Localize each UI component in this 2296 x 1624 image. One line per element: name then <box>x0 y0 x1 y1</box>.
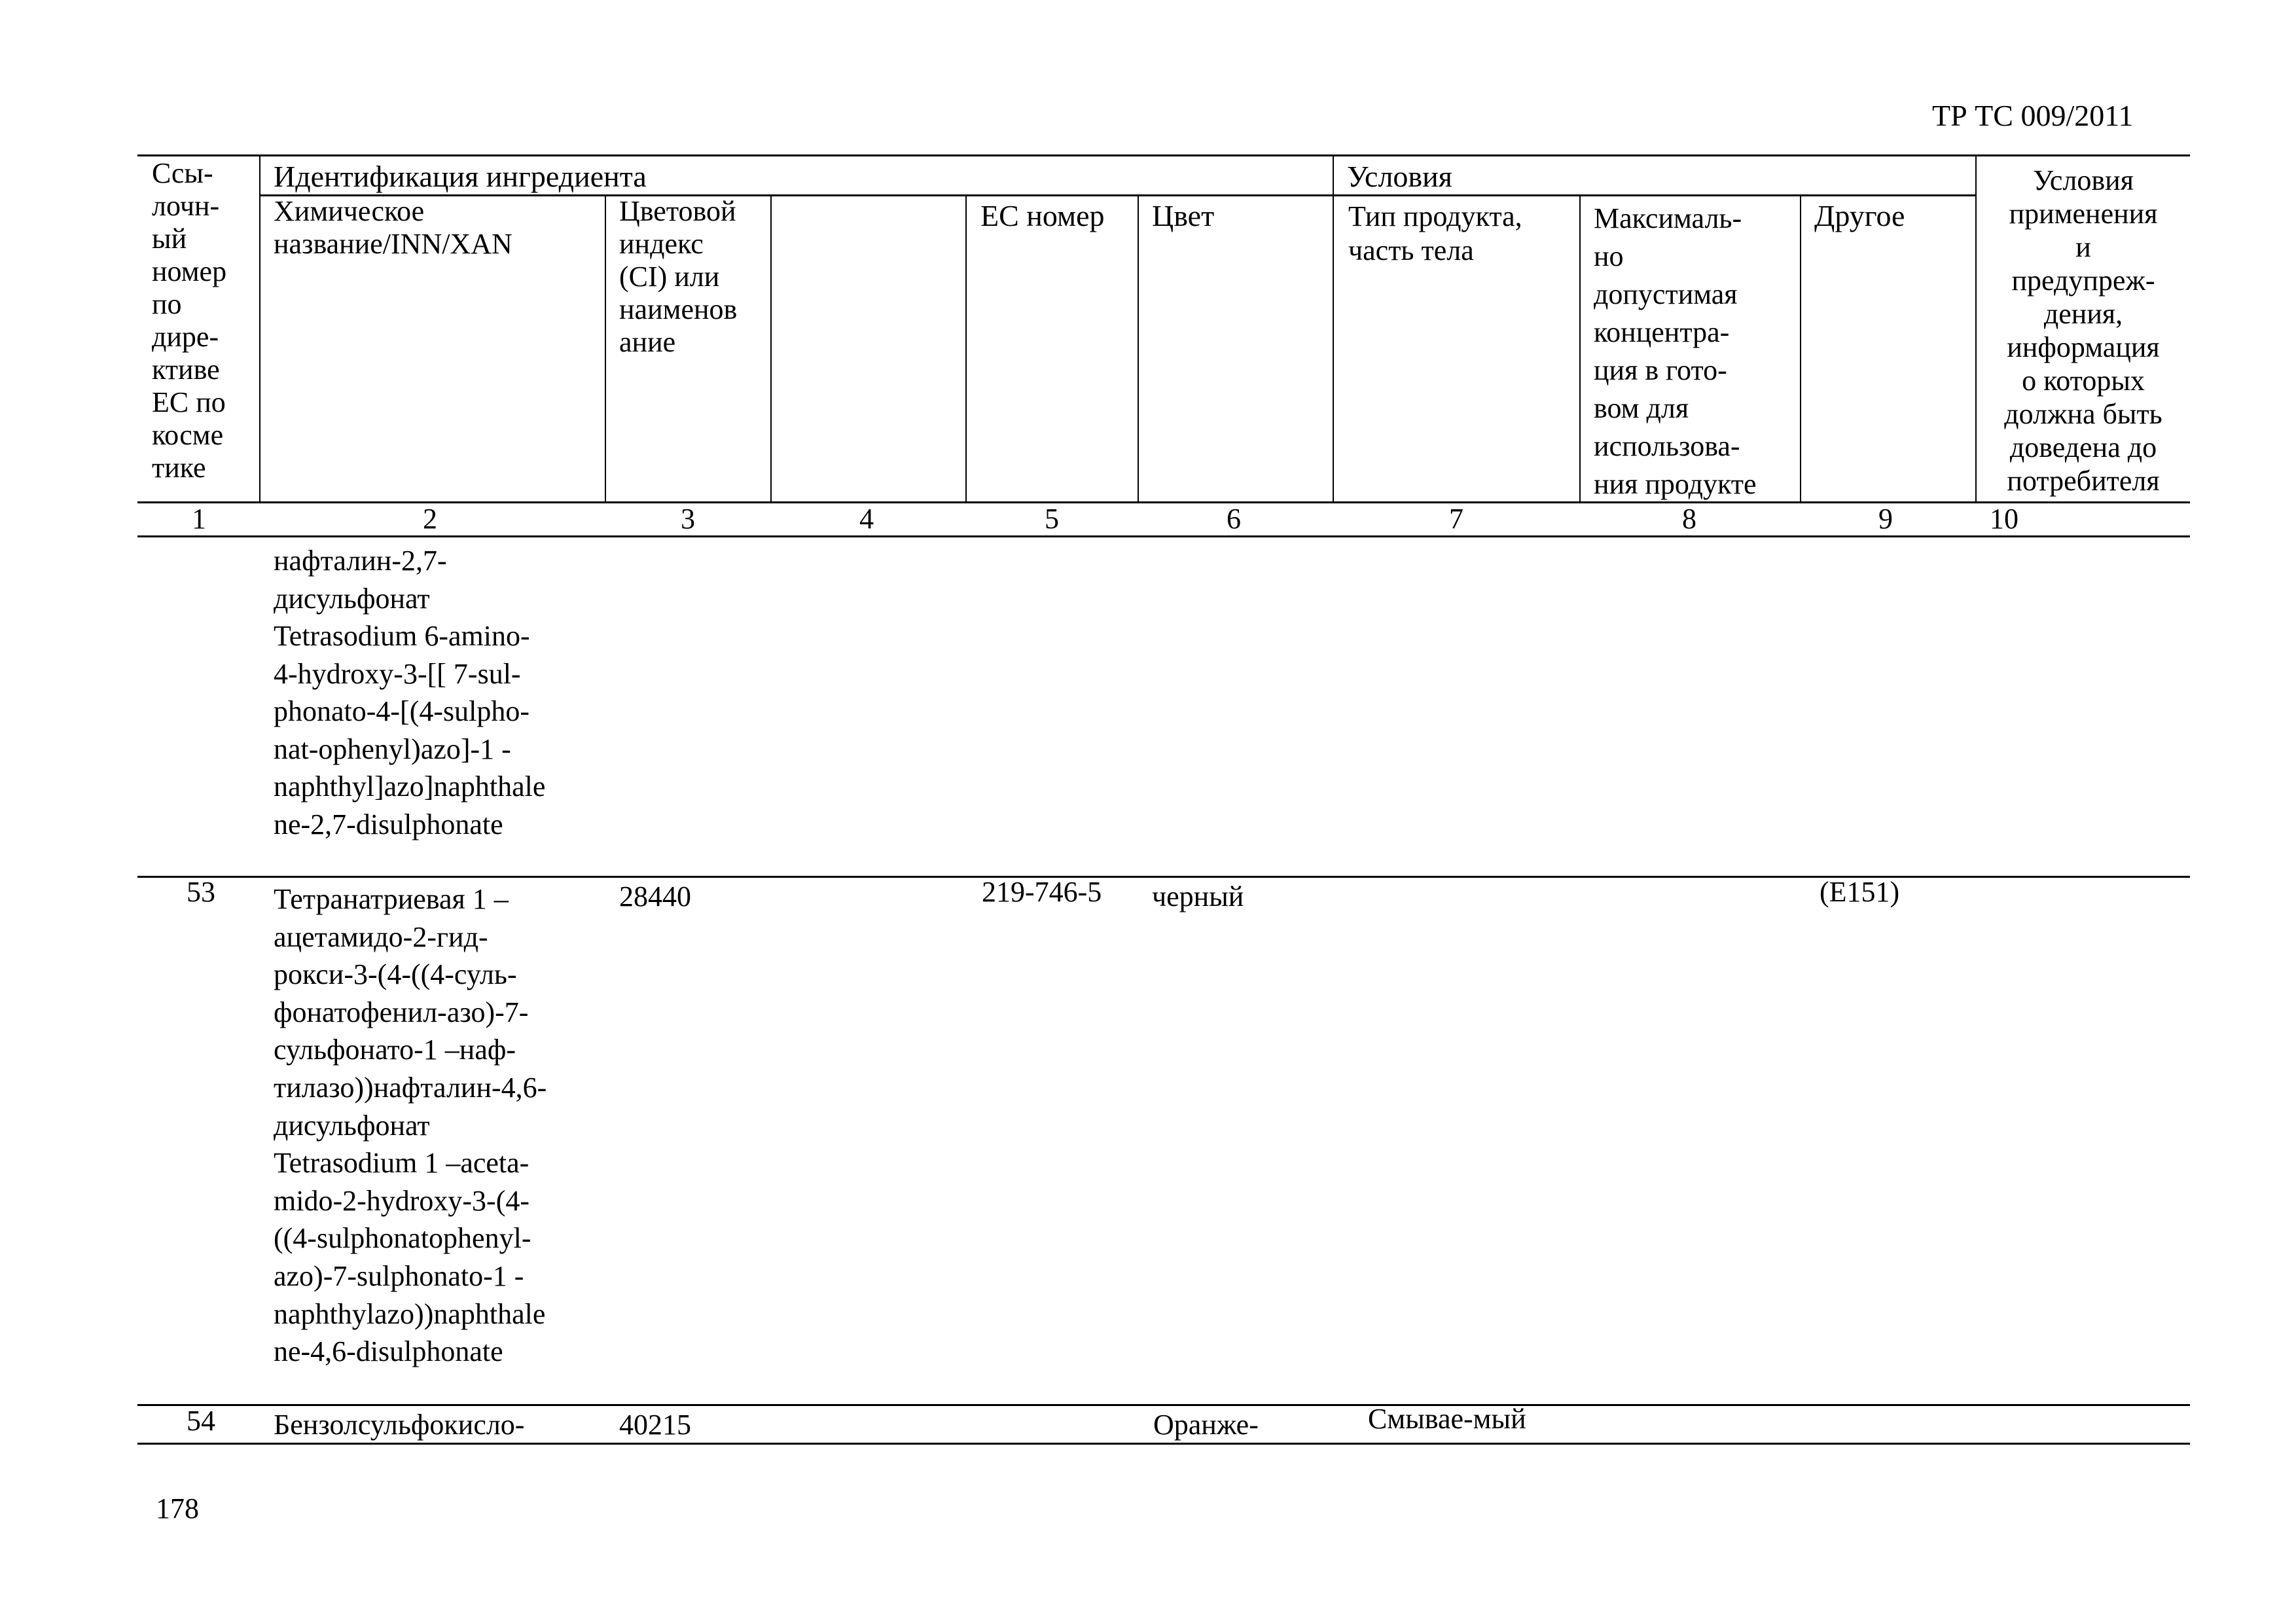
header-divider-4 <box>965 194 967 503</box>
row-54-ref: 54 <box>187 1405 215 1437</box>
header-divider-7 <box>1579 194 1581 503</box>
header-product-type: Тип продукта, часть тела <box>1348 200 1522 266</box>
table-row-continuation-name: нафталин-2,7- дисульфонат Tetrasodium 6-amino- 4-hydroxy-3-[[ 7-sul- phonato-4-[(4-sulpho- nat-ophenyl)azo]-1 - naphthyl]azo]naphthale ne-2,7-disulphonate <box>274 545 546 840</box>
header-ref-number: Ссы- лочн- ый номер по дире- ктиве ЕС по косме тике <box>152 157 227 484</box>
column-number-8: 8 <box>1682 503 1696 535</box>
row-53-color-index: 28440 <box>619 880 691 912</box>
row-54-color: Оранже- <box>1153 1409 1259 1441</box>
row-53-other: (E151) <box>1820 876 1900 908</box>
table-top-border <box>137 154 2190 156</box>
row-54-color-index: 40215 <box>619 1409 691 1441</box>
header-divider-3 <box>770 194 772 503</box>
header-chem-name: Химическое название/INN/XAN <box>274 195 512 260</box>
column-number-7: 7 <box>1449 503 1463 535</box>
column-number-9: 9 <box>1878 503 1893 535</box>
group-header-rule <box>259 194 1977 196</box>
column-number-3: 3 <box>681 503 695 535</box>
header-divider-2 <box>605 194 606 503</box>
header-color: Цвет <box>1152 199 1215 232</box>
column-number-5: 5 <box>1045 503 1059 535</box>
row-53-ec-number: 219-746-5 <box>982 876 1102 908</box>
column-numbers-bottom-rule <box>137 535 2190 537</box>
document-code: ТР ТС 009/2011 <box>1932 99 2134 132</box>
row-53-name: Тетранатриевая 1 – ацетамидо-2-гид- рокси-3-(4-((4-суль- фонатофенил-азо)-7- сульфонато-1 –наф- тилазо))нафталин-4,6- дисульфонат Tetrasodium 1 –aceta- mido-2-hydroxy-3-(4- ((4-sulphonatophenyl- azo)-7-sulphonato-1 - naphthylazo))naphthale ne-4,6-disulphonate <box>274 883 547 1368</box>
column-number-4: 4 <box>859 503 874 535</box>
header-ec-number: ЕС номер <box>980 199 1105 232</box>
header-group-identification: Идентификация ингредиента <box>274 160 647 193</box>
row-54-name: Бензолсульфокисло- <box>274 1409 525 1441</box>
column-number-1: 1 <box>192 503 206 535</box>
row-53-color: черный <box>1152 880 1244 912</box>
header-divider-6 <box>1333 154 1334 503</box>
header-divider-5 <box>1138 194 1139 503</box>
row-53-ref: 53 <box>187 876 215 908</box>
header-color-index: Цветовой индекс (CI) или наименов ание <box>619 195 738 358</box>
header-other: Другое <box>1814 199 1905 232</box>
page-number: 178 <box>156 1492 199 1525</box>
header-max-concentration: Максималь- но допустимая концентра- ция в гото- вом для использова- ния продукте <box>1594 202 1757 500</box>
column-number-6: 6 <box>1227 503 1241 535</box>
header-divider-1 <box>259 154 260 503</box>
header-group-conditions: Условия <box>1347 160 1452 193</box>
row-separator-2 <box>137 1404 2190 1406</box>
header-warnings: Условия применения и предупреж- дения, информация о которых должна быть доведена до потребителя <box>2004 164 2162 497</box>
column-number-2: 2 <box>423 503 437 535</box>
row-54-product-type: Смывае-мый <box>1368 1403 1526 1435</box>
column-number-10: 10 <box>1990 503 2018 535</box>
header-divider-8 <box>1800 194 1801 503</box>
table-bottom-border <box>137 1443 2190 1445</box>
